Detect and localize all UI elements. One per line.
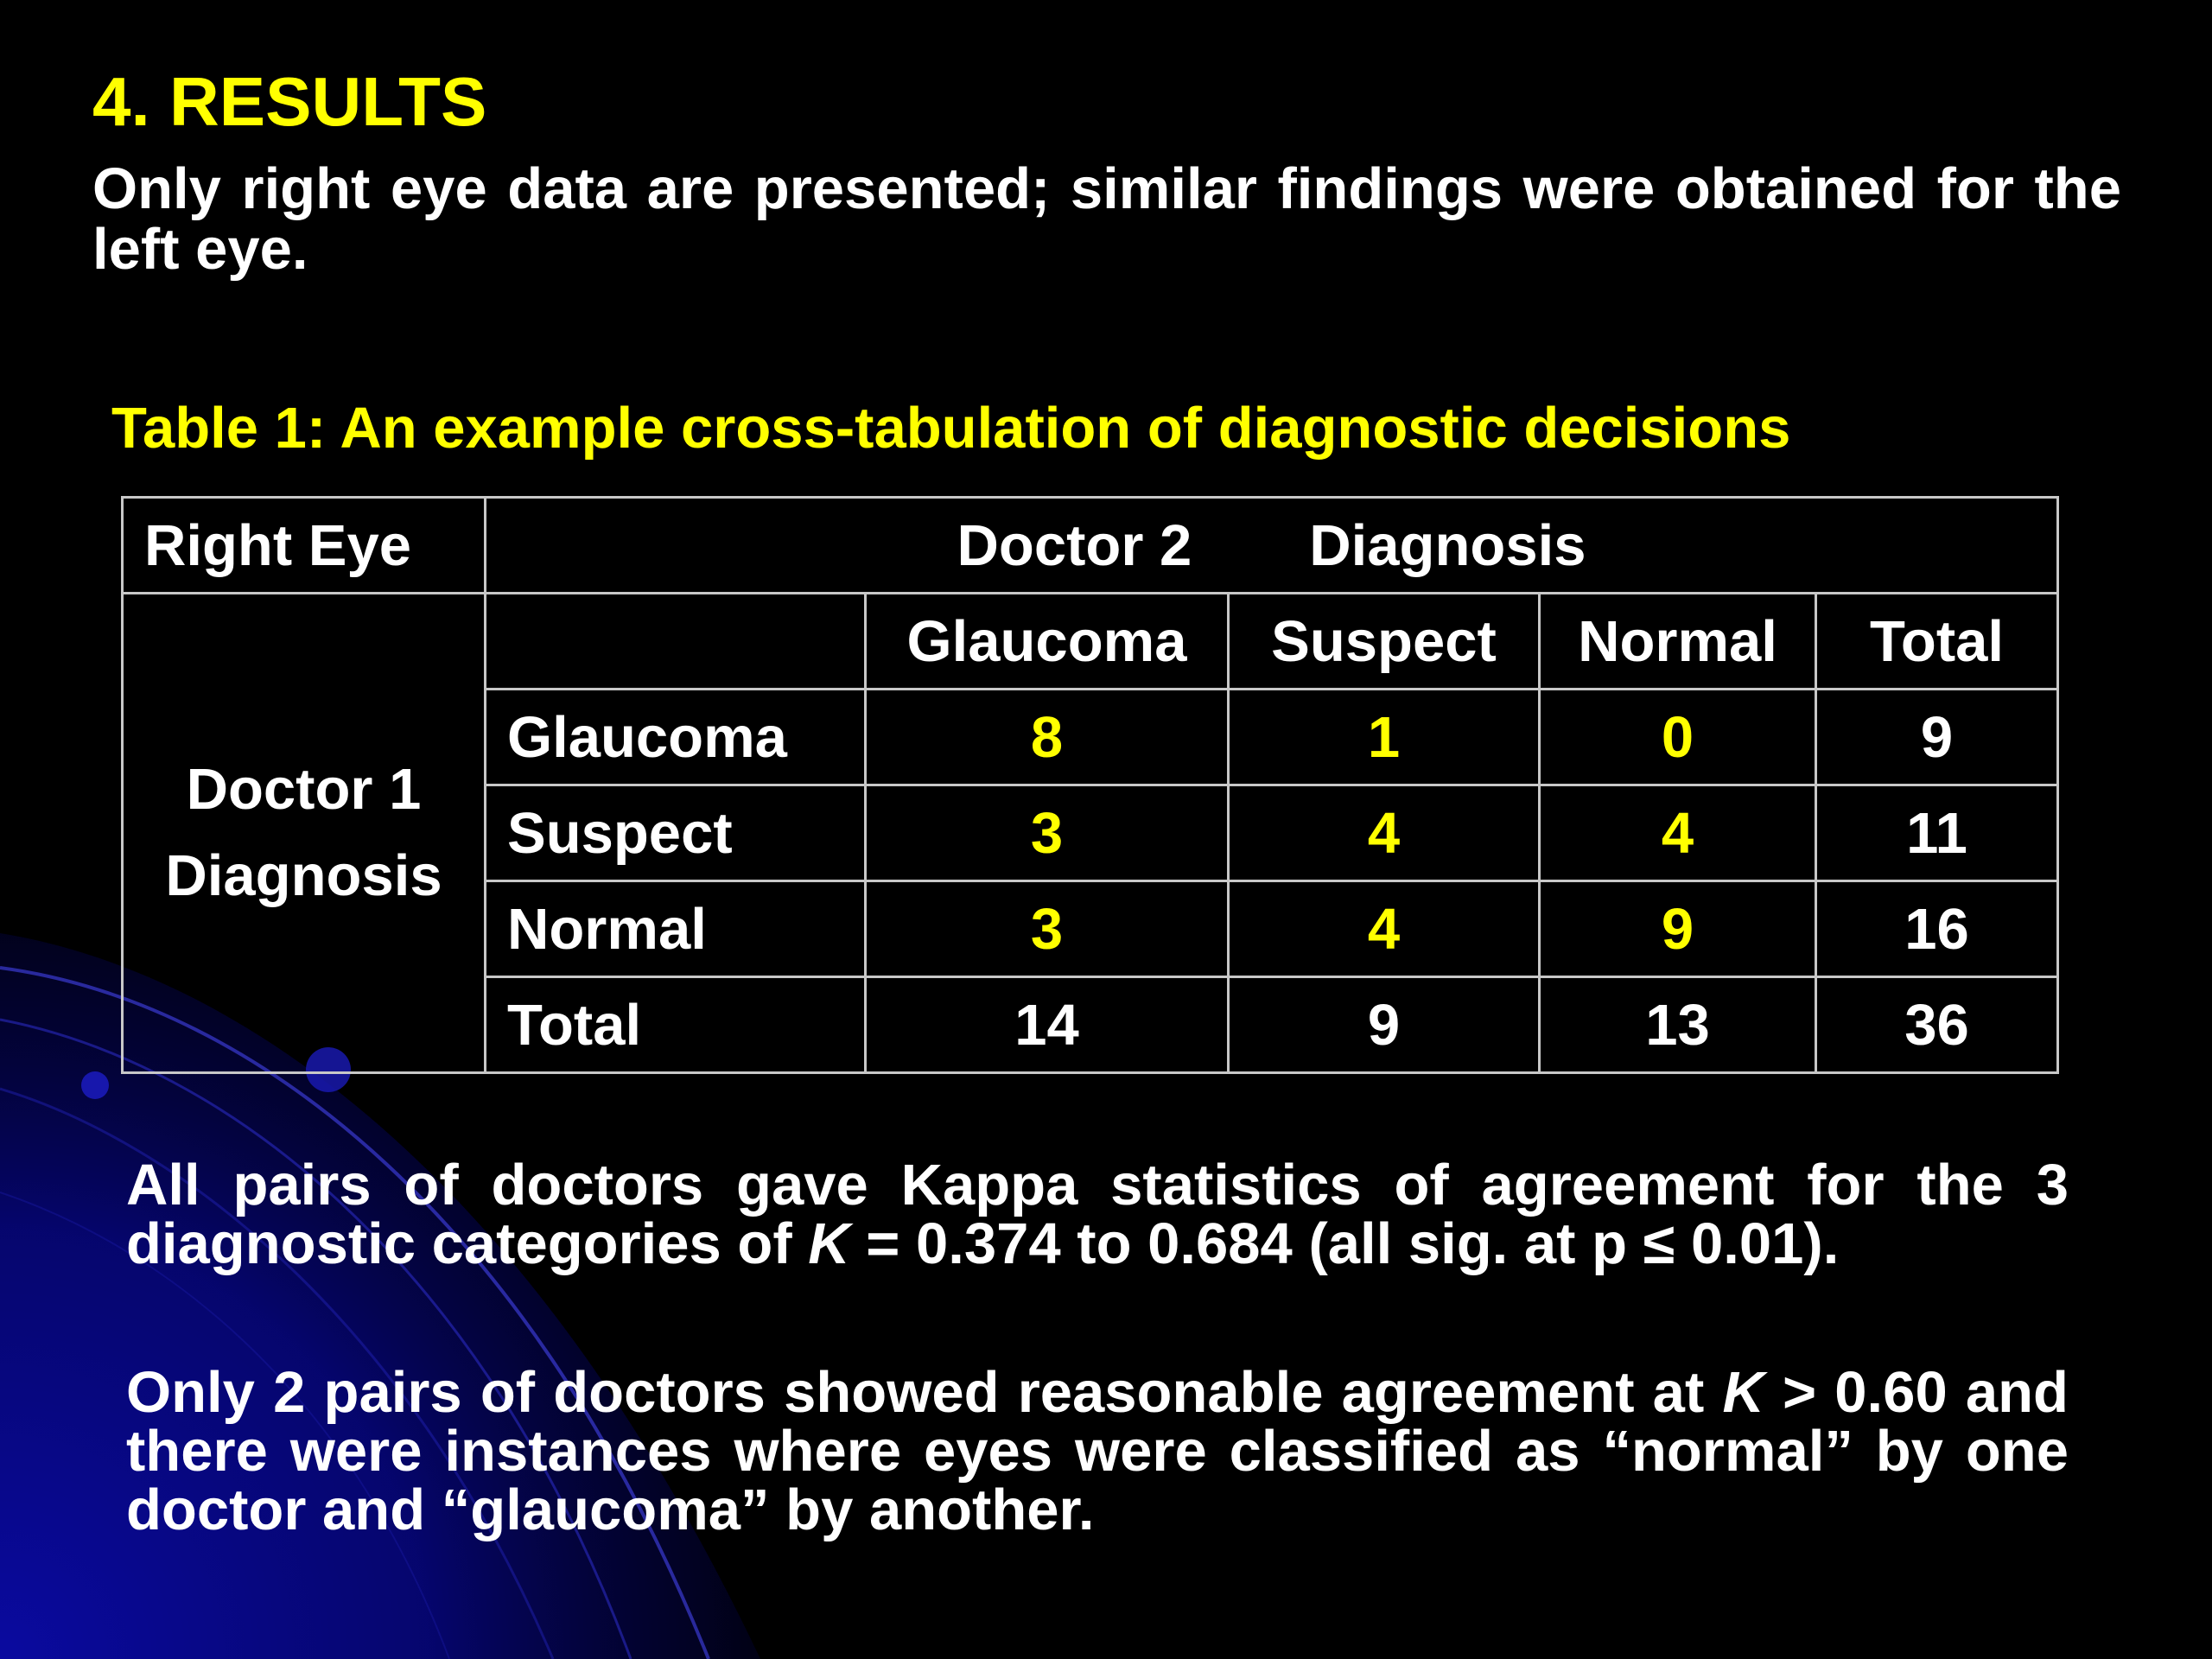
row-label: Total <box>486 977 866 1073</box>
column-header: Normal <box>1540 594 1816 690</box>
column-group-header <box>486 498 2058 594</box>
grand-total-cell: 36 <box>1816 977 2058 1073</box>
row-group-header <box>123 594 486 1073</box>
corner-label: Right Eye <box>123 498 486 594</box>
column-header: Suspect <box>1229 594 1540 690</box>
column-group-label-diagnosis: Diagnosis <box>1309 512 1586 578</box>
kappa-symbol: K <box>1722 1360 1764 1425</box>
row-label: Glaucoma <box>486 690 866 785</box>
column-header: Glaucoma <box>866 594 1229 690</box>
findings-text: Only 2 pairs of doctors showed reasonable agreement at <box>126 1360 1723 1425</box>
table-cell: 9 <box>1540 881 1816 977</box>
table-caption: Table 1: An example cross-tabulation of diagnostic decisions <box>111 396 1791 461</box>
kappa-symbol: K <box>808 1211 850 1276</box>
row-total-cell: 11 <box>1816 785 2058 881</box>
findings-text: > 0.60 and there were instances where eyes were classified as “normal” by one doctor and “glaucoma” by another. <box>126 1360 2069 1542</box>
column-total-cell: 13 <box>1540 977 1816 1073</box>
row-group-label-diagnosis: Diagnosis <box>165 843 442 908</box>
table-cell: 8 <box>866 690 1229 785</box>
row-label: Suspect <box>486 785 866 881</box>
table-cell: 4 <box>1540 785 1816 881</box>
row-group-label-doctor: Doctor 1 <box>186 757 422 822</box>
table-cell: 3 <box>866 881 1229 977</box>
findings-text: = 0.374 to 0.684 (all sig. at p ≤ 0.01). <box>849 1211 1840 1276</box>
table-cell: 4 <box>1229 785 1540 881</box>
column-group-label-doctor: Doctor 2 <box>957 512 1192 578</box>
column-header: Total <box>1816 594 2058 690</box>
table-cell: 3 <box>866 785 1229 881</box>
row-total-cell: 16 <box>1816 881 2058 977</box>
column-total-cell: 14 <box>866 977 1229 1073</box>
findings-kappa-range <box>126 1153 2069 1276</box>
row-label: Normal <box>486 881 866 977</box>
cross-tabulation-table <box>121 496 2059 1074</box>
findings-agreement <box>126 1360 2069 1542</box>
column-total-cell: 9 <box>1229 977 1540 1073</box>
intro-text: Only right eye data are presented; similar findings were obtained for the left eye. <box>92 156 2121 282</box>
table-cell: 4 <box>1229 881 1540 977</box>
slide-heading: 4. RESULTS <box>92 63 487 140</box>
blank-header-cell <box>486 594 866 690</box>
table-cell: 1 <box>1229 690 1540 785</box>
row-total-cell: 9 <box>1816 690 2058 785</box>
table-cell: 0 <box>1540 690 1816 785</box>
findings-text: All pairs of doctors gave Kappa statistics of agreement for the 3 diagnostic categories of <box>126 1153 2069 1276</box>
